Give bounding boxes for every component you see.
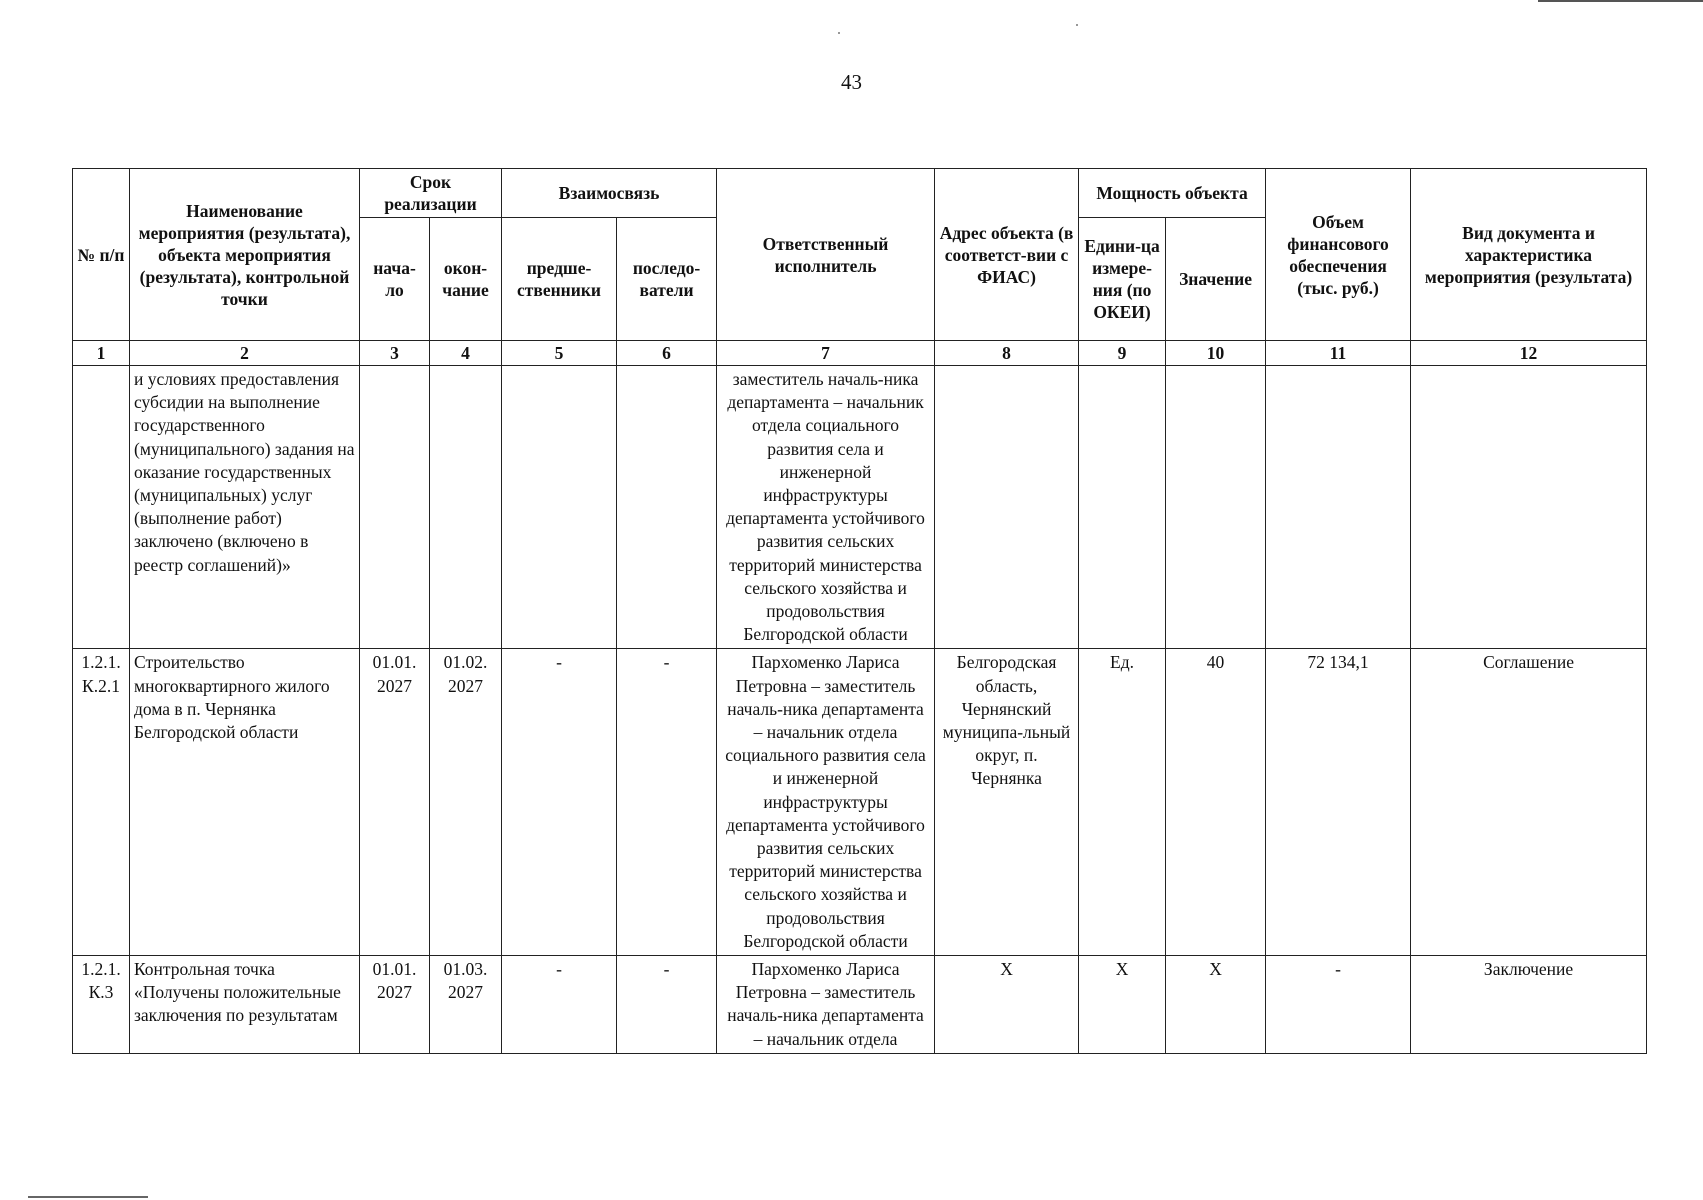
header-term: Срок реализации [360,169,502,218]
row-funding: 72 134,1 [1266,649,1411,956]
header-funding: Объем финансового обеспечения (тыс. руб.) [1266,169,1411,341]
column-number: 8 [935,341,1079,366]
row-end [430,366,502,649]
row-num: 1.2.1. К.3 [73,956,130,1054]
header-document: Вид документа и характеристика мероприятия (результата) [1411,169,1647,341]
scan-edge-line [28,1196,148,1198]
row-executor: Пархоменко Лариса Петровна – заместитель началь-ника департамента – начальник отдела [717,956,935,1054]
column-number: 11 [1266,341,1411,366]
row-name: Контрольная точка «Получены положительные заключения по результатам [130,956,360,1054]
header-capacity: Мощность объекта [1079,169,1266,218]
activity-plan-table [72,168,1647,1054]
row-unit [1079,366,1166,649]
column-number: 12 [1411,341,1647,366]
row-end: 01.03. 2027 [430,956,502,1054]
row-unit: Х [1079,956,1166,1054]
column-number: 7 [717,341,935,366]
column-number: 10 [1166,341,1266,366]
scan-speck [1076,24,1078,26]
row-document [1411,366,1647,649]
row-funding: - [1266,956,1411,1054]
header-executor: Ответственный исполнитель [717,169,935,341]
row-executor: Пархоменко Лариса Петровна – заместитель началь-ника департамента – начальник отдела социального развития села и инженерной инфраструктуры департамента устойчивого развития сельских территорий министерства сельского хозяйства и продовольствия Белгородской области [717,649,935,956]
row-start: 01.01. 2027 [360,956,430,1054]
page-number: 43 [841,70,862,94]
scan-speck [838,32,840,34]
column-number: 9 [1079,341,1166,366]
row-value [1166,366,1266,649]
header-term-end: окон-чание [430,218,502,341]
row-funding [1266,366,1411,649]
header-address: Адрес объекта (в соответст-вии с ФИАС) [935,169,1079,341]
column-number: 1 [73,341,130,366]
table-row [73,366,1647,649]
row-next: - [617,956,717,1054]
header-term-start: нача-ло [360,218,430,341]
column-number: 3 [360,341,430,366]
column-number: 5 [502,341,617,366]
row-address [935,366,1079,649]
row-name: и условиях предоставления субсидии на выполнение государственного (муниципального) задания на оказание государственных (муниципальных) услуг (выполнение работ) заключено (включено в реестр соглашений)» [130,366,360,649]
column-number: 2 [130,341,360,366]
row-num [73,366,130,649]
column-number-row [73,341,1647,366]
header-name: Наименование мероприятия (результата), объекта мероприятия (результата), контрольной точки [130,169,360,341]
scan-edge-line [1538,0,1703,2]
row-unit: Ед. [1079,649,1166,956]
row-prev: - [502,649,617,956]
table-row [73,649,1647,956]
header-capacity-value: Значение [1166,218,1266,341]
row-start [360,366,430,649]
row-prev [502,366,617,649]
header-row-top [73,169,1647,218]
row-next [617,366,717,649]
header-relation-next: последо-ватели [617,218,717,341]
header-capacity-unit: Едини-ца измере-ния (по ОКЕИ) [1079,218,1166,341]
row-num: 1.2.1. К.2.1 [73,649,130,956]
row-value: Х [1166,956,1266,1054]
row-executor: заместитель началь-ника департамента – начальник отдела социального развития села и инженерной инфраструктуры департамента устойчивого развития сельских территорий министерства сельского хозяйства и продовольствия Белгородской области [717,366,935,649]
row-start: 01.01. 2027 [360,649,430,956]
header-relation: Взаимосвязь [502,169,717,218]
row-end: 01.02. 2027 [430,649,502,956]
row-address: Белгородская область, Чернянский муниципа-льный округ, п. Чернянка [935,649,1079,956]
table-row [73,956,1647,1054]
row-name: Строительство многоквартирного жилого дома в п. Чернянка Белгородской области [130,649,360,956]
header-num: № п/п [73,169,130,341]
row-value: 40 [1166,649,1266,956]
column-number: 6 [617,341,717,366]
row-address: Х [935,956,1079,1054]
column-number: 4 [430,341,502,366]
header-relation-prev: предше-ственники [502,218,617,341]
row-document: Соглашение [1411,649,1647,956]
row-prev: - [502,956,617,1054]
row-next: - [617,649,717,956]
row-document: Заключение [1411,956,1647,1054]
